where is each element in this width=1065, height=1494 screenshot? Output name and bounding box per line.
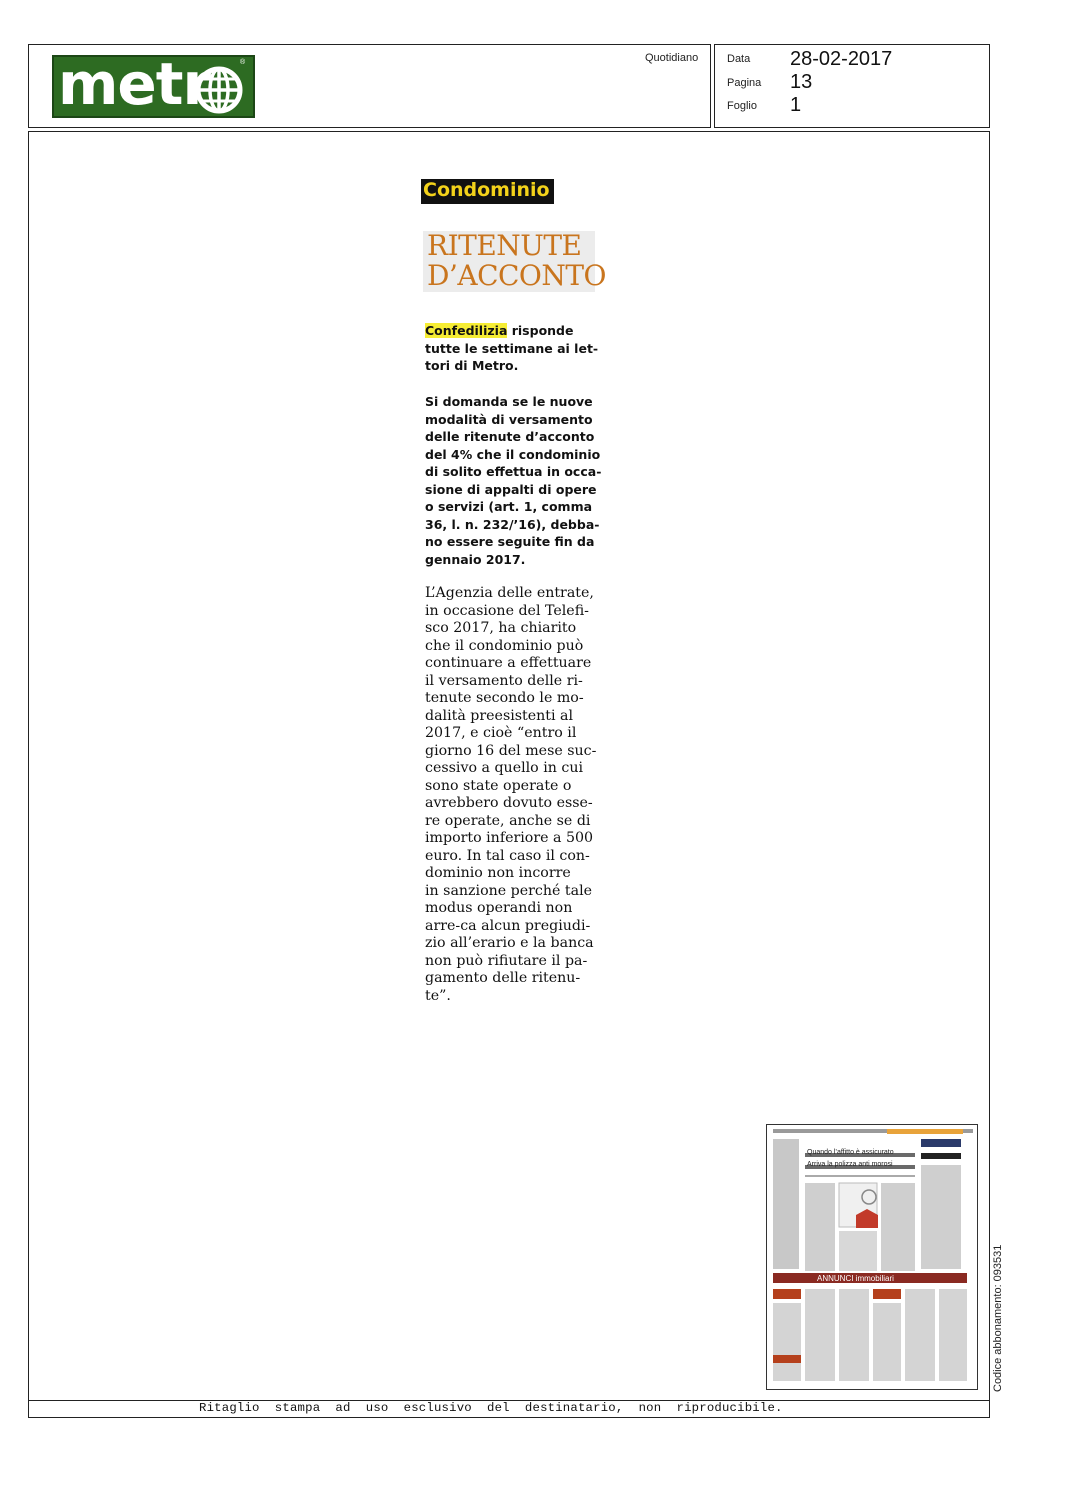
- thumbnail-banner: ANNUNCI immobiliari: [817, 1274, 894, 1283]
- text-line: o servizi (art. 1, comma: [425, 499, 593, 514]
- section-label: Condominio: [421, 179, 554, 204]
- text-line: Si domanda se le nuove: [425, 394, 593, 409]
- metro-logo: [52, 50, 255, 118]
- thumbnail-drawing: [767, 1125, 978, 1390]
- text-line: sione di appalti di opere: [425, 481, 597, 497]
- text-line: L’Agenzia delle entrate,: [425, 585, 594, 601]
- text-line: zio all’erario e la banca: [425, 935, 594, 951]
- text-line: di solito effettua in occa-: [425, 464, 602, 479]
- subscription-code: Codice abbonamento: 093531: [992, 1244, 1004, 1392]
- text-line: no essere seguite fin da: [425, 534, 595, 549]
- thumbnail-headline: Quando l’affitto è assicurato: [807, 1149, 894, 1156]
- date-label: Data: [727, 53, 751, 65]
- globe-icon: [194, 65, 244, 115]
- sheet-label: Foglio: [727, 100, 757, 112]
- text-line: in occasione del Telefi-: [425, 602, 589, 619]
- publication-type: Quotidiano: [645, 52, 699, 64]
- text-line: te”.: [425, 987, 451, 1004]
- text-line: importo inferiore a 500: [425, 830, 594, 846]
- text-line: del 4% che il condominio: [425, 446, 601, 462]
- text-line: re operate, anche se di: [425, 812, 591, 829]
- text-line: gamento delle ritenu-: [425, 970, 581, 986]
- sheet-value: 1: [790, 94, 802, 116]
- page-label: Pagina: [727, 77, 762, 89]
- text-line: continuare a effettuare: [425, 655, 592, 671]
- text-line: delle ritenute d’acconto: [425, 429, 595, 444]
- text-line: che il condominio può: [425, 637, 584, 654]
- text-line: 36, l. n. 232/’16), debba-: [425, 516, 600, 532]
- answer-paragraph: [425, 585, 597, 1005]
- text-line: in sanzione perché tale: [425, 882, 593, 899]
- text-line: modalità di versamento: [425, 411, 593, 427]
- footer-disclaimer: Ritaglio stampa ad uso esclusivo del destinatario, non riproducibile.: [199, 1401, 783, 1415]
- page-value: 13: [790, 71, 813, 93]
- headline-line-1: RITENUTE: [427, 229, 582, 262]
- text-line: non può rifiutare il pa-: [425, 952, 588, 969]
- headline-line-2: D’ACCONTO: [427, 259, 607, 292]
- text-line: dominio non incorre: [425, 865, 571, 881]
- text-line: modus operandi non: [425, 900, 573, 916]
- text-line: arre-ca alcun pregiudi-: [425, 917, 591, 934]
- registered-mark: ®: [240, 59, 246, 66]
- text-line: giorno 16 del mese suc-: [425, 742, 597, 759]
- text-line: gennaio 2017.: [425, 551, 526, 567]
- text-line: sono state operate o: [425, 777, 572, 794]
- text-line: dalità preesistenti al: [425, 707, 574, 724]
- text-line: cessivo a quello in cui: [425, 760, 584, 776]
- text-line: il versamento delle ri-: [425, 672, 583, 689]
- text-line: 2017, e cioè “entro il: [425, 725, 577, 741]
- text-line: avrebbero dovuto esse-: [425, 795, 593, 811]
- intro-line: tori di Metro.: [425, 358, 519, 373]
- confedilizia-highlight: Confedilizia: [425, 323, 508, 338]
- intro-line: risponde: [507, 323, 574, 338]
- intro-paragraph: [425, 322, 599, 375]
- text-line: euro. In tal caso il con-: [425, 847, 590, 864]
- logo-text: metr: [58, 50, 211, 118]
- question-paragraph: [425, 393, 602, 568]
- thumbnail-subhead: Arriva la polizza anti morosi: [807, 1161, 893, 1168]
- headline: [423, 229, 607, 292]
- text-line: sco 2017, ha chiarito: [425, 620, 577, 636]
- text-line: tenute secondo le mo-: [425, 690, 584, 706]
- date-value: 28-02-2017: [790, 48, 893, 70]
- page-thumbnail: [766, 1124, 978, 1390]
- intro-line: tutte le settimane ai let-: [425, 340, 599, 356]
